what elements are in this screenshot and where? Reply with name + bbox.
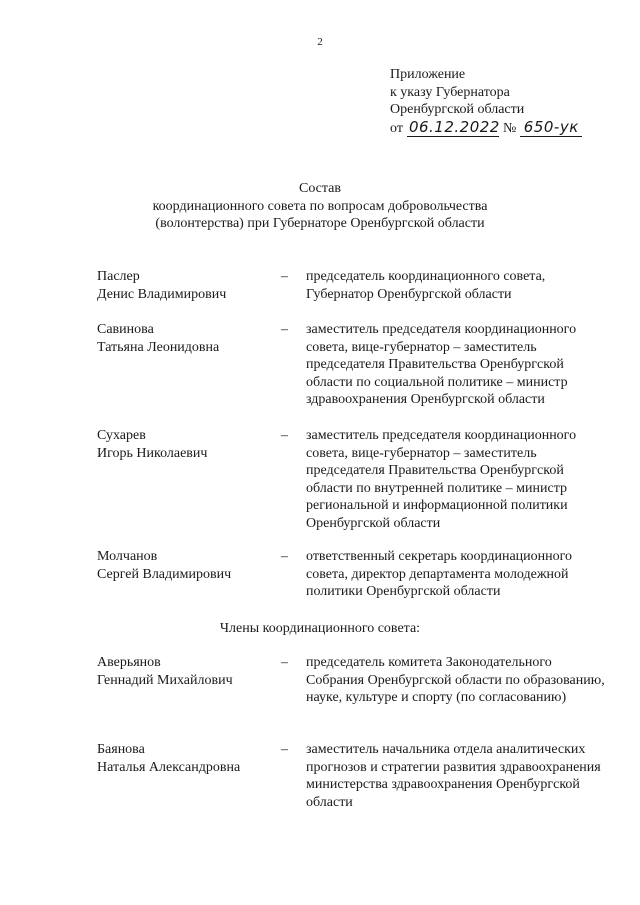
member-name [97,741,277,776]
member-given-names: Наталья Александровна [97,759,241,775]
date-from-label: от [390,120,403,136]
member-dash: – [281,428,288,443]
members-heading: Члены координационного совета: [219,621,421,636]
member-surname: Баянова [97,742,145,757]
member-dash: – [281,322,288,337]
member-surname: Молчанов [97,549,158,564]
member-role: председатель комитета Законодательного Собрания Оренбургской области по образованию, науке, культуре и спорту (по согласованию) [306,655,605,705]
member-role: заместитель председателя координационного совета, вице-губернатор – заместитель председателя Правительства Оренбургской области по социальной политике – министр здравоохранения Оренбургской области [306,322,577,407]
handwritten-date: 06.12.2022 [408,117,500,136]
appendix-reference: к указу Губернатора [390,84,510,100]
member-given-names: Татьяна Леонидовна [97,339,220,355]
handwritten-number: 650-ук [520,119,582,138]
member-dash: – [281,742,288,757]
member-role: заместитель председателя координационного совета, вице-губернатор – заместитель председателя Правительства Оренбургской области по внутренней политике – министр региональной и информационной политики Оренбургской области [306,428,577,531]
title-line-3: (волонтерства) при Губернаторе Оренбургской области [155,216,485,231]
member-surname: Сухарев [97,428,146,443]
member-role: ответственный секретарь координационного совета, директор департамента молодежной политики Оренбургской области [306,549,573,599]
member-dash: – [281,549,288,564]
member-surname: Савинова [97,322,154,337]
member-given-names: Сергей Владимирович [97,566,232,582]
member-surname: Паслер [97,269,140,284]
title-line-2: координационного совета по вопросам добровольчества [152,198,488,214]
appendix-date-line [390,119,582,138]
member-dash: – [281,269,288,284]
member-name [97,548,277,583]
title-line-1: Состав [298,181,341,196]
member-role: заместитель начальника отдела аналитических прогнозов и стратегии развития здравоохранения министерства здравоохранения Оренбургской области [306,742,601,810]
appendix-header [390,66,582,137]
member-given-names: Игорь Николаевич [97,445,208,461]
member-surname: Аверьянов [97,655,161,670]
member-given-names: Геннадий Михайлович [97,672,233,688]
number-label: № [502,120,517,136]
member-dash: – [281,655,288,670]
member-name [97,321,277,356]
appendix-title: Приложение [390,67,466,82]
member-name [97,654,277,689]
appendix-region: Оренбургской области [390,102,525,117]
page-number: 2 [317,36,323,48]
member-name [97,268,277,303]
member-given-names: Денис Владимирович [97,286,227,302]
member-role: председатель координационного совета, Губернатор Оренбургской области [306,269,546,302]
document-title [0,180,640,233]
member-name [97,427,277,462]
